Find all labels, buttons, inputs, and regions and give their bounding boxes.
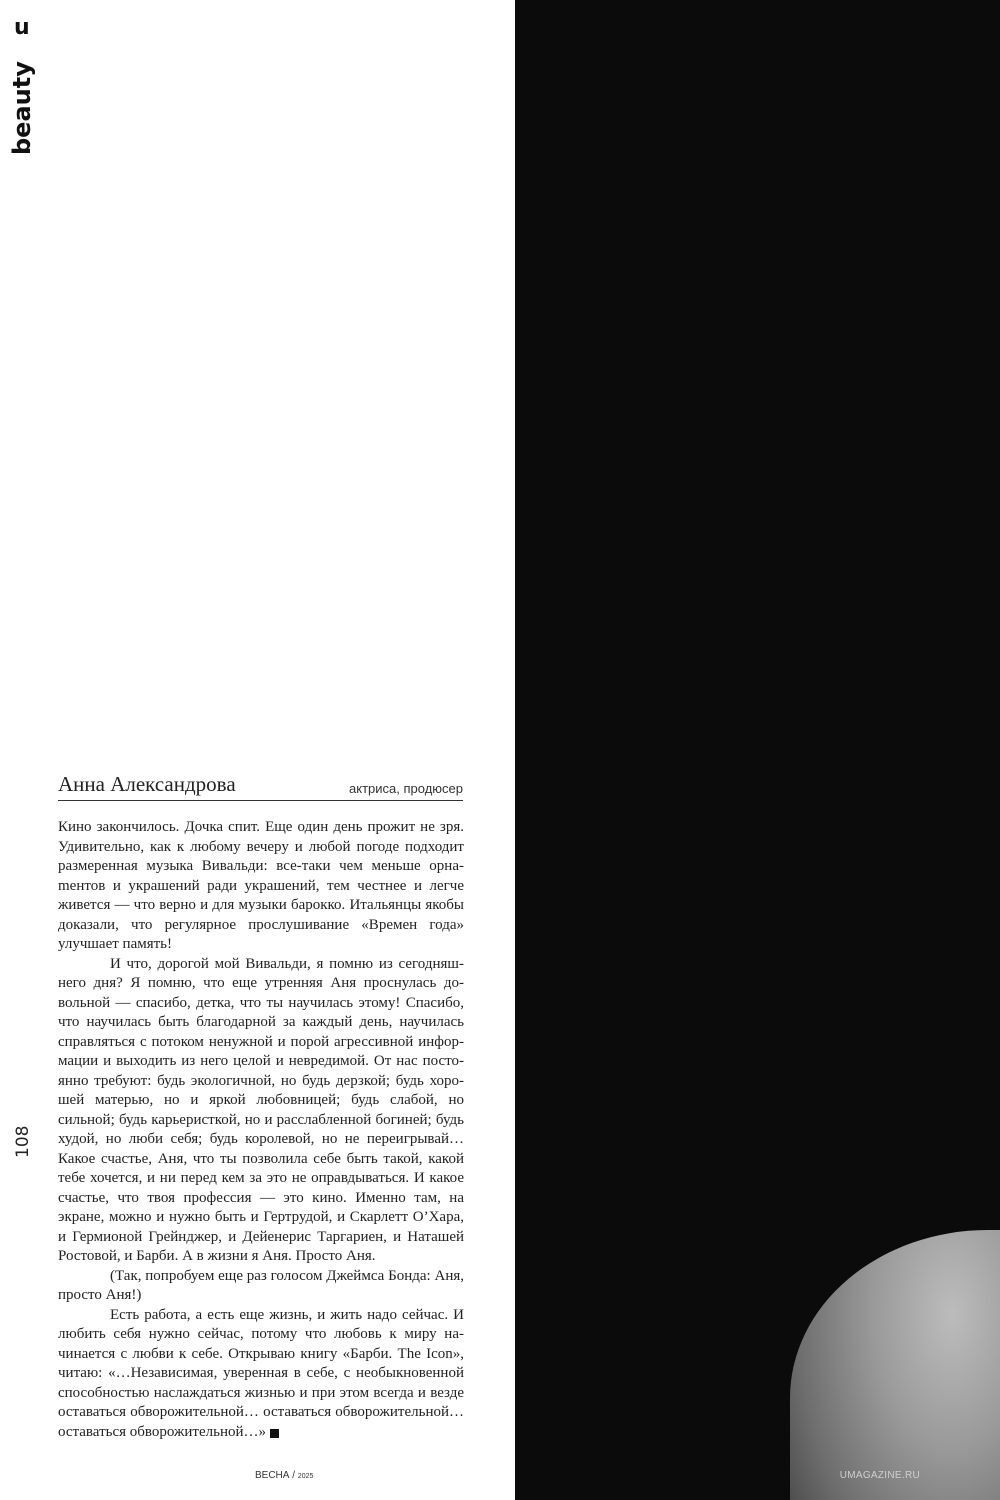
author-name: Анна Александрова bbox=[58, 772, 236, 796]
shoulder-image bbox=[790, 1230, 1000, 1500]
article-paragraph: И что, дорогой мой Вивальди, я помню из сегодняшнего дня? Я помню, что еще утренняя Аня проснулась довольной — спасибо, детка, что ты научилась этому! Спасибо, что научилась быть благодарной за каждый день, научилась справляться с потоком ненужной и порой агрессивной информации и выходить из него целой и невредимой. От нас постоянно требуют: будь экологичной, но будь дерзкой; будь хорошей матерью, но и яркой любовницей; будь слабой, но сильной; будь карьеристкой, но и расслабленной богиней; будь худой, но люби себя; будь королевой, но не переигрывай… Какое счастье, Аня, что ты позволила себе быть такой, какой тебе хочется, и ни перед кем за это не оправдываться. И какое счастье, что твоя профессия — это кино. Именно там, на экране, можно и нужно быть и Гертрудой, и Скарлетт О’Хара, и Гермионой Грейнджер, и Дейенерис Таргариен, и Наташей Ростовой, и Барби. А в жизни я Аня. Просто Аня. bbox=[58, 955, 464, 1264]
author-role: актриса, продюсер bbox=[349, 781, 463, 796]
section-label: beauty bbox=[8, 61, 36, 155]
issue-label bbox=[255, 1470, 313, 1481]
article-paragraph-text: Есть работа, а есть еще жизнь, и жить надо сейчас. И любить себя нужно сейчас, потому что любовь к миру начинается с любви к себе. Открываю книгу «Барби. The Icon», читаю: «…Независимая, уверенная в себе, с необыкновенной способностью наслаждаться жизнью и при этом всегда и везде оставаться обворожительной… оставаться обворожительной… оставаться обворожительной…» bbox=[58, 1306, 464, 1440]
article-body bbox=[58, 818, 464, 1442]
issue-year: 2025 bbox=[297, 1473, 314, 1480]
byline bbox=[58, 772, 463, 801]
portrait-photo bbox=[515, 0, 1000, 1500]
article-paragraph-last bbox=[58, 1306, 464, 1443]
issue-season: ВЕСНА bbox=[255, 1470, 290, 1481]
article-paragraph: Кино закончилось. Дочка спит. Еще один день прожит не зря. Удивительно, как к любому вечеру и любой погоде подходит размеренная музыка Вивальди: все-таки чем меньше орнаmентов и украшений ради украшений, тем честнее и легче живется — что верно и для музыки барокко. Итальянцы якобы доказали, что регулярное прослушивание «Времен года» улучшает память! bbox=[58, 819, 464, 952]
site-url: UMAGAZINE.RU bbox=[839, 1470, 920, 1481]
page-number: 108 bbox=[13, 1125, 33, 1158]
magazine-logo: u bbox=[14, 15, 30, 40]
issue-separator: / bbox=[289, 1470, 298, 1481]
article-paragraph: (Так, попробуем еще раз голосом Джеймса Бонда: Аня, просто Аня!) bbox=[58, 1267, 464, 1303]
end-mark-icon: u bbox=[270, 1429, 279, 1438]
